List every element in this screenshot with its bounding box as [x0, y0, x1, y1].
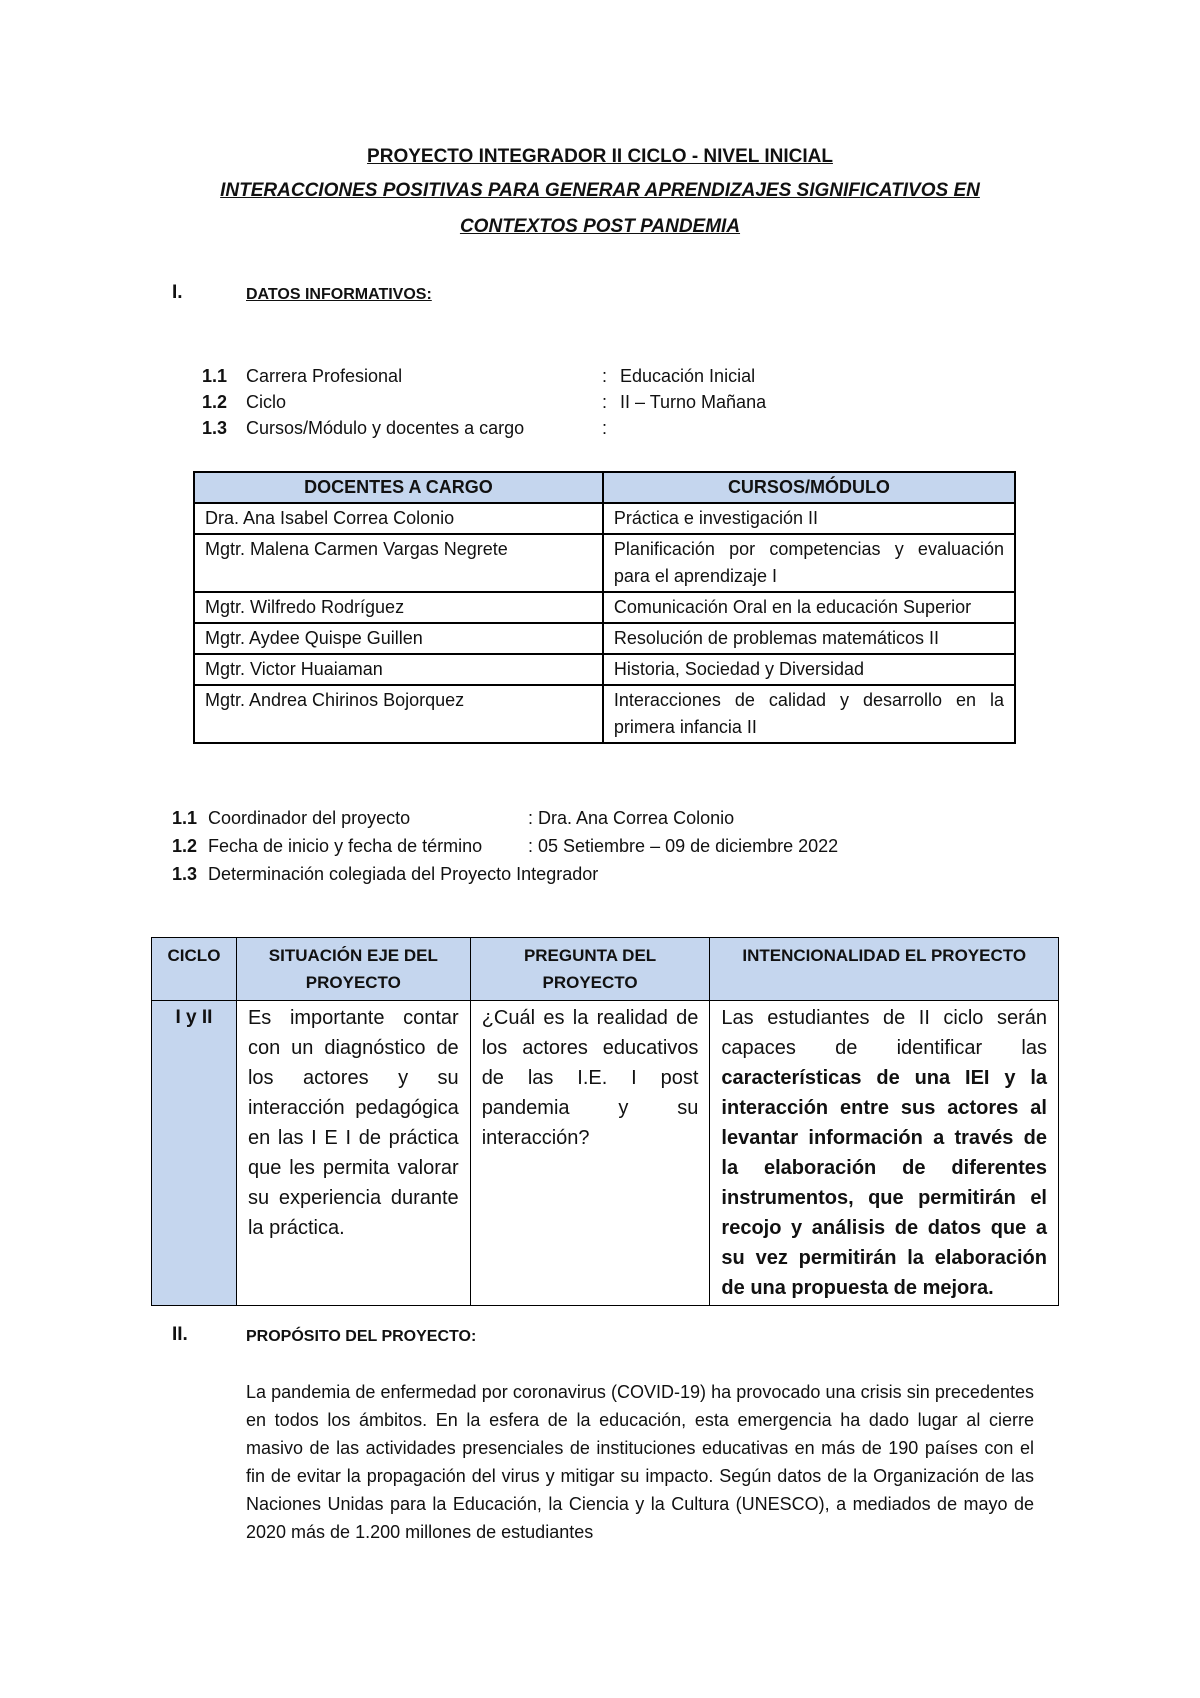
info-label: Ciclo [246, 392, 287, 412]
project-table [151, 937, 1059, 1306]
teacher-name: Mgtr. Malena Carmen Vargas Negrete [194, 534, 603, 592]
project-info-determinacion [172, 864, 972, 890]
document-title: PROYECTO INTEGRADOR II CICLO - NIVEL INICIAL [367, 146, 833, 167]
course-name: Historia, Sociedad y Diversidad [603, 654, 1015, 685]
teacher-name: Mgtr. Aydee Quispe Guillen [194, 623, 603, 654]
header-pregunta: PREGUNTA DEL PROYECTO [470, 938, 710, 1001]
info-number: 1.1 [202, 366, 228, 386]
info-number: 1.2 [202, 392, 228, 412]
info-number: 1.3 [172, 864, 198, 884]
header-ciclo: CICLO [152, 938, 237, 1001]
teacher-name: Mgtr. Wilfredo Rodríguez [194, 592, 603, 623]
info-row-carrera [202, 366, 902, 392]
info-value: : Dra. Ana Correa Colonio [528, 808, 735, 828]
info-value: : 05 Setiembre – 09 de diciembre 2022 [528, 836, 839, 856]
teacher-name: Dra. Ana Isabel Correa Colonio [194, 503, 603, 534]
info-colon: : [602, 366, 608, 386]
info-value: Educación Inicial [620, 366, 756, 386]
table-header-row [152, 938, 1059, 1001]
section1-title: DATOS INFORMATIVOS: [246, 286, 432, 303]
header-docentes: DOCENTES A CARGO [194, 472, 603, 503]
course-name: Práctica e investigación II [603, 503, 1015, 534]
intencionalidad-cell [710, 1001, 1059, 1306]
info-row-cursos [202, 418, 902, 444]
info-colon: : [602, 392, 608, 412]
section1-number: I. [172, 282, 183, 303]
table-row [152, 1001, 1059, 1306]
table-row [194, 685, 1015, 743]
teacher-name: Mgtr. Andrea Chirinos Bojorquez [194, 685, 603, 743]
course-name: Interacciones de calidad y desarrollo en la primera infancia II [603, 685, 1015, 743]
document-subtitle-line1: INTERACCIONES POSITIVAS PARA GENERAR APRENDIZAJES SIGNIFICATIVOS EN [220, 180, 980, 201]
project-info-coordinador [172, 808, 972, 834]
table-row [194, 654, 1015, 685]
course-name: Resolución de problemas matemáticos II [603, 623, 1015, 654]
situacion-cell: Es importante contar con un diagnóstico de los actores y su interacción pedagógica en las I E I de práctica que les permita valorar su experiencia durante la práctica. [236, 1001, 470, 1306]
info-label: Determinación colegiada del Proyecto Integrador [208, 864, 599, 884]
course-name: Planificación por competencias y evaluación para el aprendizaje I [603, 534, 1015, 592]
intencionalidad-plain: Las estudiantes de II ciclo serán capaces de identificar las [721, 1007, 1047, 1059]
teacher-name: Mgtr. Victor Huaiaman [194, 654, 603, 685]
table-row [194, 623, 1015, 654]
info-colon: : [602, 418, 608, 438]
table-row [194, 503, 1015, 534]
info-number: 1.2 [172, 836, 198, 856]
info-row-ciclo [202, 392, 902, 418]
header-situacion: SITUACIÓN EJE DEL PROYECTO [236, 938, 470, 1001]
table-row [194, 592, 1015, 623]
document-subtitle-line2: CONTEXTOS POST PANDEMIA [459, 216, 741, 237]
info-number: 1.1 [172, 808, 198, 828]
info-label: Cursos/Módulo y docentes a cargo [246, 418, 525, 438]
table-header-row [194, 472, 1015, 503]
pregunta-cell: ¿Cuál es la realidad de los actores educativos de las I.E. I post pandemia y su interacción? [470, 1001, 710, 1306]
info-label: Coordinador del proyecto [208, 808, 411, 828]
section2-paragraph: La pandemia de enfermedad por coronavirus (COVID-19) ha provocado una crisis sin precedentes en todos los ámbitos. En la esfera de la educación, esta emergencia ha dado lugar al cierre masivo de las actividades presenciales de instituciones educativas en más de 190 países con el fin de evitar la propagación del virus y mitigar su impacto. Según datos de la Organización de las Naciones Unidas para la Educación, la Ciencia y la Cultura (UNESCO), a mediados de mayo de 2020 más de 1.200 millones de estudiantes [246, 1382, 1034, 1542]
teachers-table [193, 471, 1016, 744]
header-intencionalidad: INTENCIONALIDAD EL PROYECTO [710, 938, 1059, 1001]
info-label: Carrera Profesional [246, 366, 403, 386]
intencionalidad-bold: características de una IEI y la interacción entre sus actores al levantar información a través de la elaboración de diferentes instrumentos, que permitirán el recojo y análisis de datos que a su vez permitirán la elaboración de una propuesta de mejora. [721, 1067, 1047, 1299]
info-label: Fecha de inicio y fecha de término [208, 836, 483, 856]
project-info-fecha [172, 836, 972, 862]
section2-number: II. [172, 1324, 188, 1345]
info-number: 1.3 [202, 418, 228, 438]
ciclo-cell: I y II [152, 1001, 237, 1306]
header-cursos: CURSOS/MÓDULO [603, 472, 1015, 503]
course-name: Comunicación Oral en la educación Superior [603, 592, 1015, 623]
table-row [194, 534, 1015, 592]
info-value: II – Turno Mañana [620, 392, 767, 412]
section2-title: PROPÓSITO DEL PROYECTO: [246, 1328, 477, 1345]
